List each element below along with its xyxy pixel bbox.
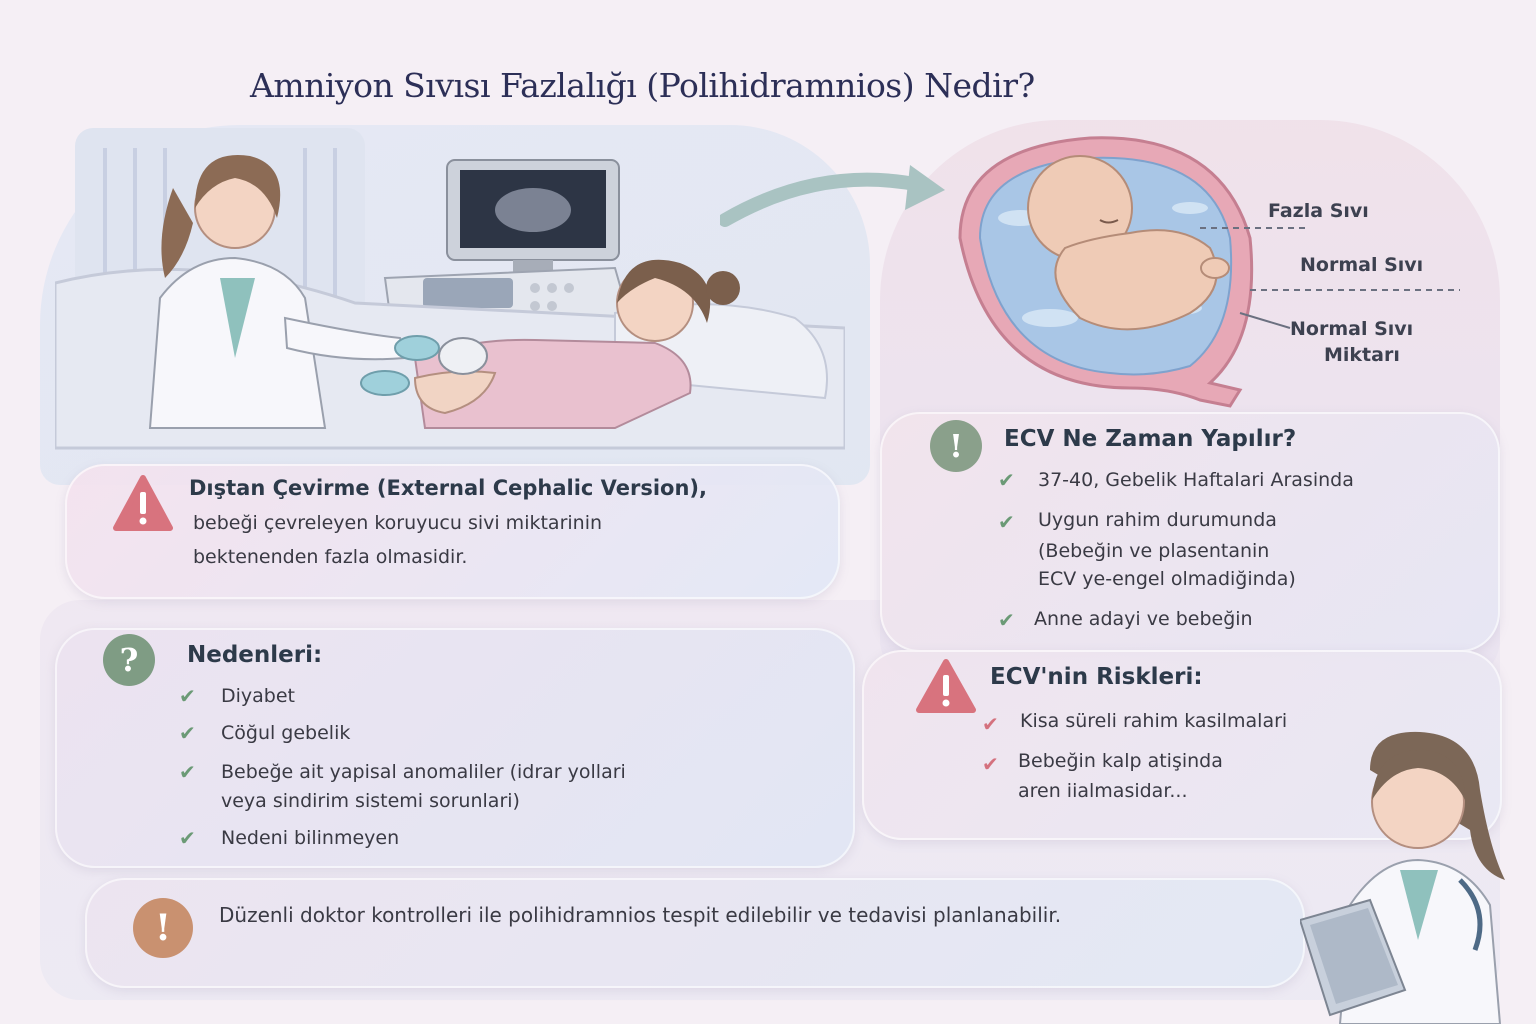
alert-circle-icon: ! (133, 898, 193, 958)
label-normal-amount-line1: Normal Sıvı (1290, 318, 1414, 340)
ecv-when-item-continued: ECV ye-engel olmadiğinda) (1038, 568, 1296, 590)
check-icon: ✔ (998, 510, 1015, 534)
causes-card (55, 628, 855, 868)
doctor-illustration (1300, 730, 1536, 1024)
page-title: Amniyon Sıvısı Fazlalığı (Polihidramnios) Nedir? (250, 66, 1035, 105)
alert-triangle-icon (916, 658, 976, 714)
cause-item: Bebeğe ait yapisal anomaliler (idrar yollari (221, 761, 626, 783)
check-icon: ✔ (179, 826, 196, 850)
causes-title: Nedenleri: (187, 642, 323, 668)
check-icon: ✔ (179, 721, 196, 745)
definition-line2: bektenenden fazla olmasidir. (193, 546, 468, 568)
ecv-risk-item: Kisa süreli rahim kasilmalari (1020, 710, 1288, 732)
label-excess-fluid: Fazla Sıvı (1268, 200, 1369, 222)
alert-circle-icon: ! (930, 420, 982, 472)
question-icon: ? (103, 634, 155, 686)
check-icon: ✔ (998, 608, 1015, 632)
ecv-when-item-continued: (Bebeğin ve plasentanin (1038, 540, 1270, 562)
ecv-when-title: ECV Ne Zaman Yapılır? (1004, 426, 1297, 452)
footer-text: Düzenli doktor kontrolleri ile polihidramnios tespit edilebilir ve tedavisi planlanabilir. (219, 903, 1062, 927)
ecv-risk-item: Bebeğin kalp atişinda (1018, 750, 1223, 772)
check-icon: ✔ (998, 468, 1015, 492)
ecv-risk-item-continued: aren iialmasidar... (1018, 780, 1188, 802)
label-normal-amount-line2: Miktarı (1324, 344, 1400, 366)
ecv-when-card (880, 412, 1500, 652)
ecv-when-item: 37-40, Gebelik Haftalari Arasinda (1038, 469, 1354, 491)
label-normal-fluid: Normal Sıvı (1300, 254, 1424, 276)
definition-line1: bebeği çevreleyen koruyucu sivi miktarinin (193, 512, 603, 534)
alert-triangle-icon (113, 474, 173, 532)
definition-card (65, 464, 840, 599)
cause-item: Nedeni bilinmeyen (221, 827, 400, 849)
check-icon: ✔ (179, 684, 196, 708)
ecv-risks-title: ECV'nin Riskleri: (990, 664, 1203, 690)
definition-title: Dıştan Çevirme (External Cephalic Version), (189, 476, 708, 500)
cause-item-continued: veya sindirim sistemi sorunlari) (221, 790, 520, 812)
check-icon: ✔ (982, 752, 999, 776)
check-icon: ✔ (982, 712, 999, 736)
footer-card (85, 878, 1305, 988)
cause-item: Diyabet (221, 685, 295, 707)
cause-item: Cöğul gebelik (221, 722, 351, 744)
check-icon: ✔ (179, 760, 196, 784)
ecv-when-item: Anne adayi ve bebeğin (1034, 608, 1253, 630)
ecv-when-item: Uygun rahim durumunda (1038, 509, 1277, 531)
arrow-icon (720, 160, 950, 230)
